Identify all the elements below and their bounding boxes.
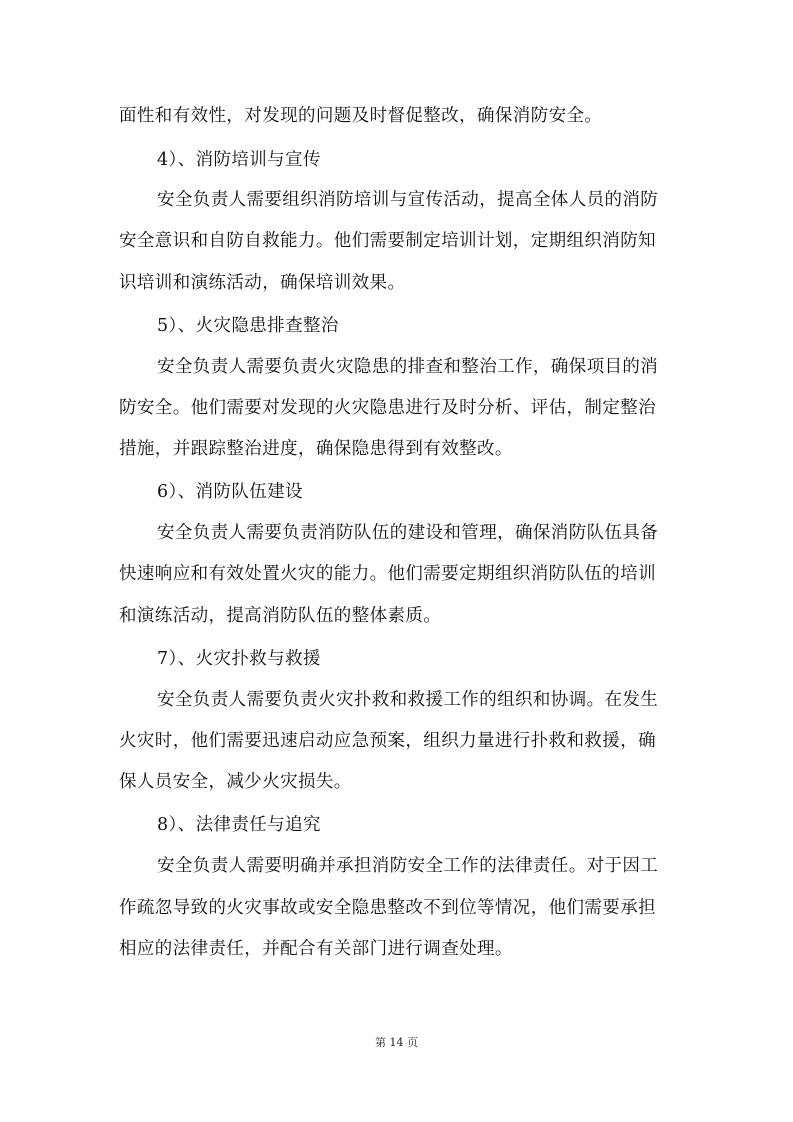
paragraph-line: 保人员安全，减少火灾损失。	[119, 772, 352, 792]
section-heading-4: 4）、消防培训与宣传	[157, 150, 321, 170]
paragraph-line: 安全负责人需要负责消防队伍的建设和管理，确保消防队伍具备	[157, 523, 659, 543]
paragraph-line: 火灾时，他们需要迅速启动应急预案，组织力量进行扑救和救援，确	[119, 731, 656, 751]
paragraph-line: 安全负责人需要负责火灾扑救和救援工作的组织和协调。在发生	[157, 690, 659, 710]
paragraph-line: 安全负责人需要组织消防培训与宣传活动，提高全体人员的消防	[157, 190, 659, 210]
paragraph-line: 安全负责人需要负责火灾隐患的排查和整治工作，确保项目的消	[157, 357, 659, 377]
section-heading-7: 7）、火灾扑救与救援	[157, 649, 321, 669]
paragraph-line: 作疏忽导致的火灾事故或安全隐患整改不到位等情况，他们需要承担	[119, 898, 656, 918]
paragraph-line: 快速响应和有效处置火灾的能力。他们需要定期组织消防队伍的培训	[119, 564, 656, 584]
section-heading-6: 6）、消防队伍建设	[157, 482, 303, 502]
paragraph-line: 和演练活动，提高消防队伍的整体素质。	[119, 606, 442, 626]
page-number: 第 14 页	[375, 1036, 418, 1049]
paragraph-line: 措施，并跟踪整治进度，确保隐患得到有效整改。	[119, 439, 513, 459]
section-heading-8: 8）、法律责任与追究	[157, 815, 321, 835]
paragraph-line: 安全意识和自防自救能力。他们需要制定培训计划，定期组织消防知	[119, 231, 656, 251]
paragraph-continuation-line: 面性和有效性，对发现的问题及时督促整改，确保消防安全。	[119, 106, 603, 126]
paragraph-line: 安全负责人需要明确并承担消防安全工作的法律责任。对于因工	[157, 856, 659, 876]
section-heading-5: 5）、火灾隐患排查整治	[157, 316, 339, 336]
paragraph-line: 防安全。他们需要对发现的火灾隐患进行及时分析、评估，制定整治	[119, 398, 656, 418]
paragraph-line: 识培训和演练活动，确保培训效果。	[119, 273, 406, 293]
paragraph-line: 相应的法律责任，并配合有关部门进行调查处理。	[119, 939, 513, 959]
